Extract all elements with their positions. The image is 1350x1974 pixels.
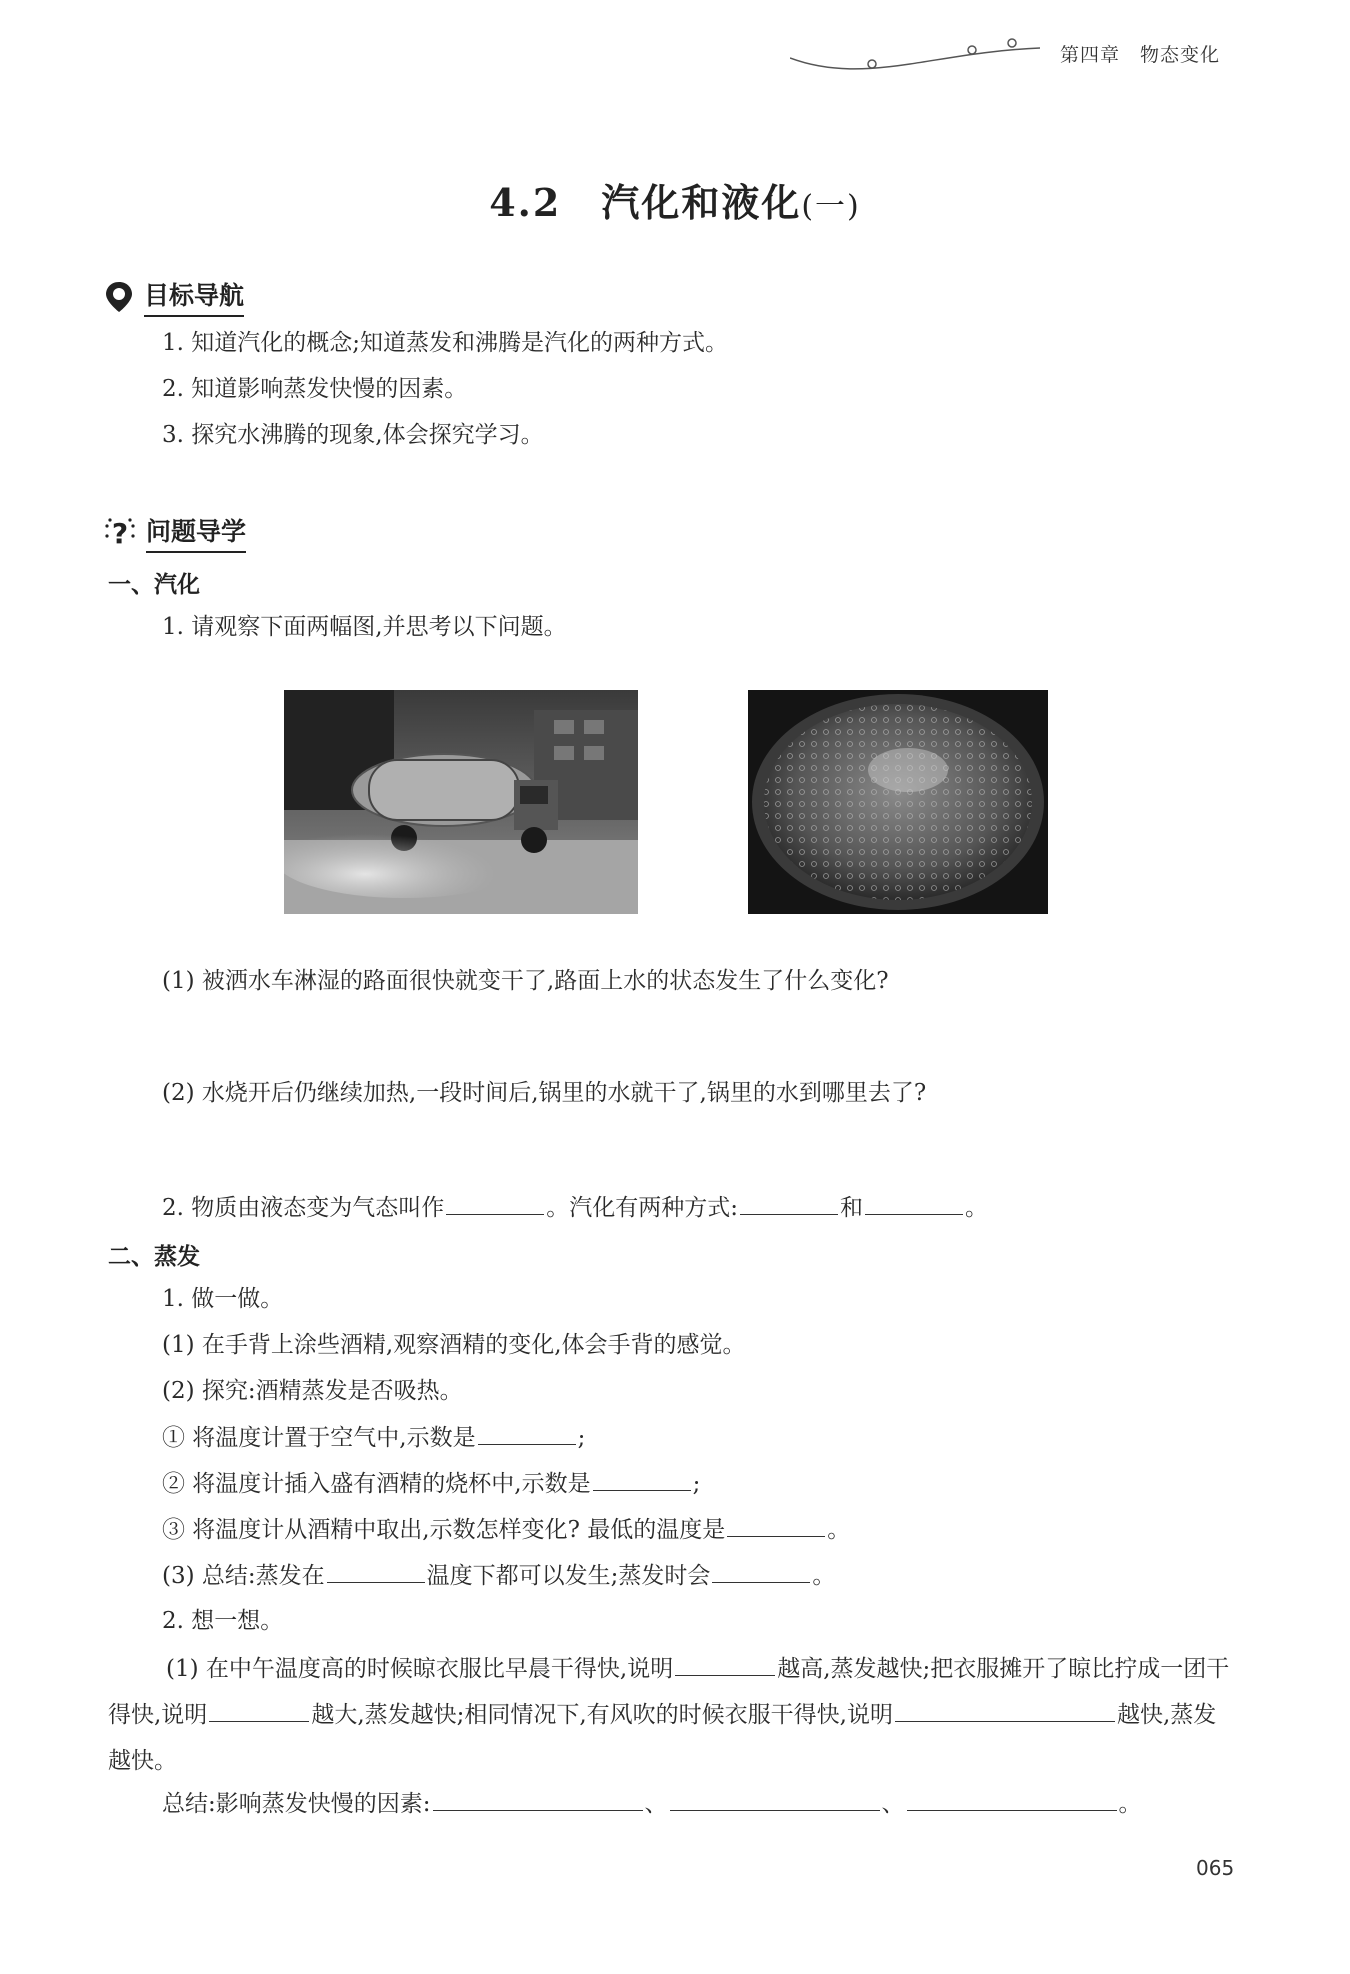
- evaporation-temperature-blank[interactable]: [327, 1560, 425, 1583]
- check-3-end: 。: [827, 1517, 851, 1543]
- lesson-title-paren: (一): [801, 189, 861, 224]
- step-3-text-b: 温度下都可以发生;蒸发时会: [426, 1563, 711, 1589]
- factor-air-flow-blank[interactable]: [895, 1699, 1115, 1722]
- part2-question-2: 2. 想一想。: [162, 1608, 284, 1634]
- summary-factor-2-blank[interactable]: [670, 1788, 880, 1811]
- factor-temperature-blank[interactable]: [675, 1653, 775, 1676]
- part2-step-1: (1) 在手背上涂些酒精,观察酒精的变化,体会手背的感觉。: [162, 1332, 746, 1358]
- summary-factor-3-blank[interactable]: [907, 1788, 1117, 1811]
- boiling-pot-photo: [748, 690, 1048, 914]
- water-truck-photo: [284, 690, 638, 914]
- goals-heading: [104, 276, 244, 317]
- summary-text: 总结:影响蒸发快慢的因素:: [162, 1791, 431, 1817]
- think-text-c: 越大,蒸发越快;相同情况下,有风吹的时候衣服干得快,说明: [311, 1702, 893, 1728]
- questions-heading-label: 问题导学: [146, 512, 246, 553]
- q2-text-d: 。: [965, 1195, 989, 1221]
- part2-check-1: [162, 1422, 585, 1453]
- part1-question-1: 1. 请观察下面两幅图,并思考以下问题。: [162, 614, 567, 640]
- part1-question-2: [162, 1192, 988, 1223]
- think-paragraph: [108, 1646, 1238, 1784]
- alcohol-temperature-blank[interactable]: [593, 1468, 691, 1491]
- goal-item-2: 2. 知道影响蒸发快慢的因素。: [162, 376, 468, 402]
- chapter-title: 第四章 物态变化: [1060, 44, 1221, 66]
- think-text-a: (1) 在中午温度高的时候晾衣服比早晨干得快,说明: [166, 1656, 674, 1682]
- part1-sub-question-1: (1) 被洒水车淋湿的路面很快就变干了,路面上水的状态发生了什么变化?: [162, 968, 889, 994]
- part2-step-2: (2) 探究:酒精蒸发是否吸热。: [162, 1378, 463, 1404]
- check-3-text: ③ 将温度计从酒精中取出,示数怎样变化? 最低的温度是: [162, 1517, 726, 1543]
- vaporization-definition-blank[interactable]: [446, 1192, 544, 1215]
- page-number: 065: [1196, 1856, 1235, 1880]
- q2-text-b: 。汽化有两种方式:: [546, 1195, 739, 1221]
- think-text-b: 越高,蒸发越快;把衣服摊开了晾比拧成一团干得快,说明: [108, 1656, 1230, 1728]
- goal-item-1: 1. 知道汽化的概念;知道蒸发和沸腾是汽化的两种方式。: [162, 330, 729, 356]
- questions-heading: [104, 512, 246, 553]
- summary-end: 。: [1118, 1791, 1142, 1817]
- lesson-title: [0, 172, 1350, 227]
- header-wave-decoration: [790, 28, 1050, 78]
- summary-factor-1-blank[interactable]: [433, 1788, 643, 1811]
- step-3-text-a: (3) 总结:蒸发在: [162, 1563, 325, 1589]
- think-text-d: 越快,蒸发越快。: [108, 1702, 1217, 1774]
- lesson-title-main: 4.2 汽化和液化: [489, 180, 802, 225]
- part1-sub-question-2: (2) 水烧开后仍继续加热,一段时间后,锅里的水就干了,锅里的水到哪里去了?: [162, 1080, 927, 1106]
- part2-title: 二、蒸发: [108, 1244, 200, 1270]
- q2-text-c: 和: [840, 1195, 864, 1221]
- summary-sep-2: 、: [881, 1791, 905, 1817]
- q2-text-a: 2. 物质由液态变为气态叫作: [162, 1195, 445, 1221]
- lowest-temperature-blank[interactable]: [727, 1514, 825, 1537]
- part2-check-3: [162, 1514, 850, 1545]
- summary-sep-1: 、: [644, 1791, 668, 1817]
- air-temperature-blank[interactable]: [478, 1422, 576, 1445]
- factor-surface-area-blank[interactable]: [209, 1699, 309, 1722]
- question-mark-icon: [104, 516, 136, 550]
- goal-item-3: 3. 探究水沸腾的现象,体会探究学习。: [162, 422, 544, 448]
- goals-heading-label: 目标导航: [144, 276, 244, 317]
- summary-line: [162, 1788, 1142, 1819]
- part2-step-3: [162, 1560, 835, 1591]
- part2-check-2: [162, 1468, 700, 1499]
- vaporization-method-2-blank[interactable]: [865, 1192, 963, 1215]
- svg-text:?: ?: [111, 516, 129, 550]
- check-2-end: ;: [692, 1471, 701, 1497]
- check-1-end: ;: [577, 1425, 586, 1451]
- step-3-text-c: 。: [812, 1563, 836, 1589]
- part1-title: 一、汽化: [108, 572, 200, 598]
- location-pin-icon: [104, 280, 134, 314]
- check-1-text: ① 将温度计置于空气中,示数是: [162, 1425, 476, 1451]
- vaporization-method-1-blank[interactable]: [740, 1192, 838, 1215]
- evaporation-heat-blank[interactable]: [712, 1560, 810, 1583]
- part2-question-1: 1. 做一做。: [162, 1286, 284, 1312]
- check-2-text: ② 将温度计插入盛有酒精的烧杯中,示数是: [162, 1471, 591, 1497]
